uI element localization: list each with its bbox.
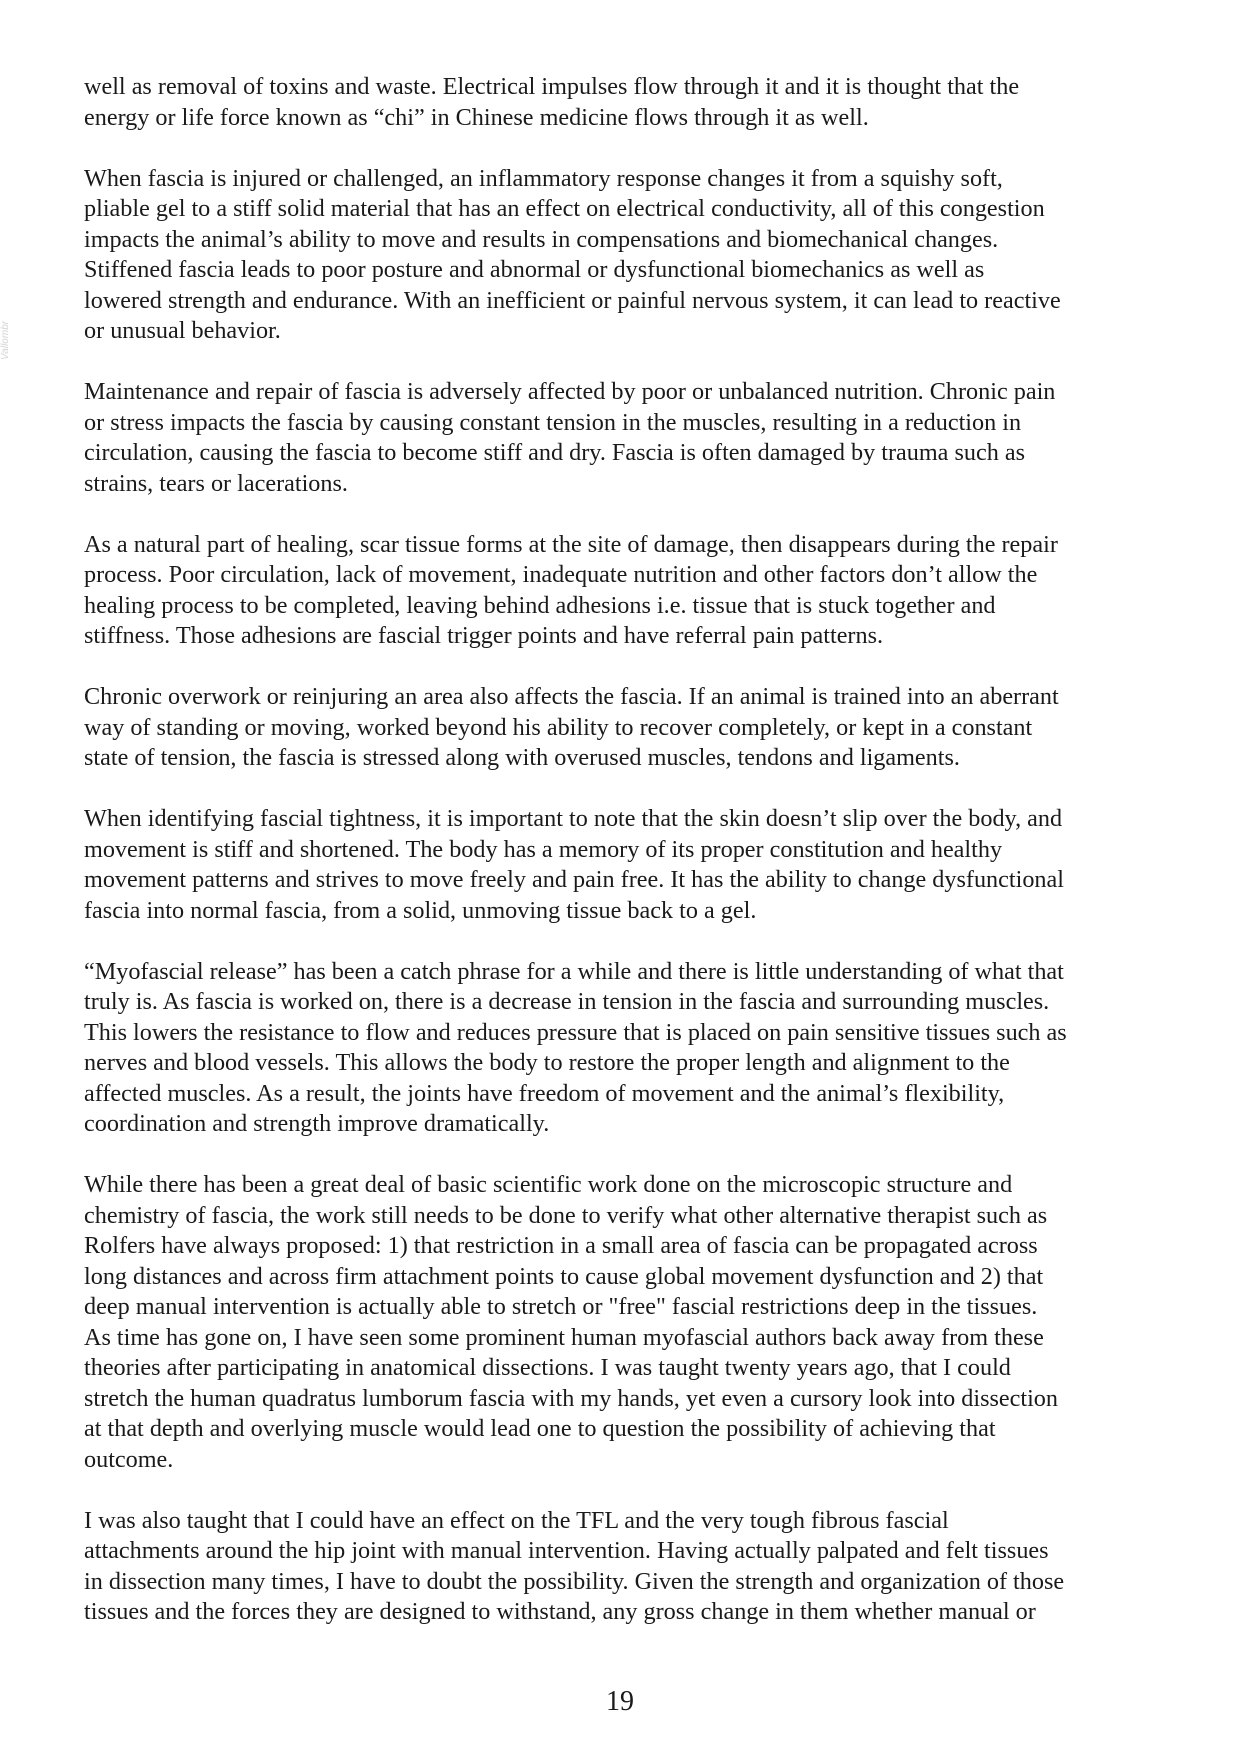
paragraph: When identifying fascial tightness, it is important to note that the skin doesn’t slip over the body, and movement is stiff and shortened. The body has a memory of its proper constitution and healthy movement patterns and strives to move freely and pain free. It has the ability to change dysfunctional fascia into normal fascia, from a solid, unmoving tissue back to a gel. [84,805,1064,924]
margin-watermark: Vallombr [0,320,11,360]
paragraph: well as removal of toxins and waste. Electrical impulses flow through it and it is thought that the energy or life force known as “chi” in Chinese medicine flows through it as well. [84,73,1020,131]
paragraph: When fascia is injured or challenged, an inflammatory response changes it from a squishy soft, pliable gel to a stiff solid material that has an effect on electrical conductivity, all of this congestion impacts the animal’s ability to move and results in compensations and biomechanical changes. Stiffened fascia leads to poor posture and abnormal or dysfunctional biomechanics as well as lowered strength and endurance. With an inefficient or painful nervous system, it can lead to reactive or unusual behavior. [84,164,1061,344]
page-number: 19 [606,1686,634,1717]
body-text [84,72,1174,1658]
paragraph: Maintenance and repair of fascia is adversely affected by poor or unbalanced nutrition. Chronic pain or stress impacts the fascia by causing constant tension in the muscles, resulting in a reduction in circulation, causing the fascia to become stiff and dry. Fascia is often damaged by trauma such as strains, tears or lacerations. [84,378,1056,497]
paragraph: Chronic overwork or reinjuring an area also affects the fascia. If an animal is trained into an aberrant way of standing or moving, worked beyond his ability to recover completely, or kept in a constant state of tension, the fascia is stressed along with overused muscles, tendons and ligaments. [84,683,1059,771]
paragraph: While there has been a great deal of basic scientific work done on the microscopic structure and chemistry of fascia, the work still needs to be done to verify what other alternative therapist such as Rolfers have always proposed: 1) that restriction in a small area of fascia can be propagated across long distances and across firm attachment points to cause global movement dysfunction and 2) that deep manual intervention is actually able to stretch or "free" fascial restrictions deep in the tissues. As time has gone on, I have seen some prominent human myofascial authors back away from these theories after participating in anatomical dissections. I was taught twenty years ago, that I could stretch the human quadratus lumborum fascia with my hands, yet even a cursory look into dissection at that depth and overlying muscle would lead one to question the possibility of achieving that outcome. [84,1171,1058,1473]
paragraph: “Myofascial release” has been a catch phrase for a while and there is little understanding of what that truly is. As fascia is worked on, there is a decrease in tension in the fascia and surrounding muscles. This lowers the resistance to flow and reduces pressure that is placed on pain sensitive tissues such as nerves and blood vessels. This allows the body to restore the proper length and alignment to the affected muscles. As a result, the joints have freedom of movement and the animal’s flexibility, coordination and strength improve dramatically. [84,957,1067,1137]
paragraph: As a natural part of healing, scar tissue forms at the site of damage, then disappears during the repair process. Poor circulation, lack of movement, inadequate nutrition and other factors don’t allow the healing process to be completed, leaving behind adhesions i.e. tissue that is stuck together and stiffness. Those adhesions are fascial trigger points and have referral pain patterns. [84,530,1058,649]
paragraph: I was also taught that I could have an effect on the TFL and the very tough fibrous fascial attachments around the hip joint with manual intervention. Having actually palpated and felt tissues in dissection many times, I have to doubt the possibility. Given the strength and organization of those tissues and the forces they are designed to withstand, any gross change in them whether manual or [84,1506,1065,1625]
